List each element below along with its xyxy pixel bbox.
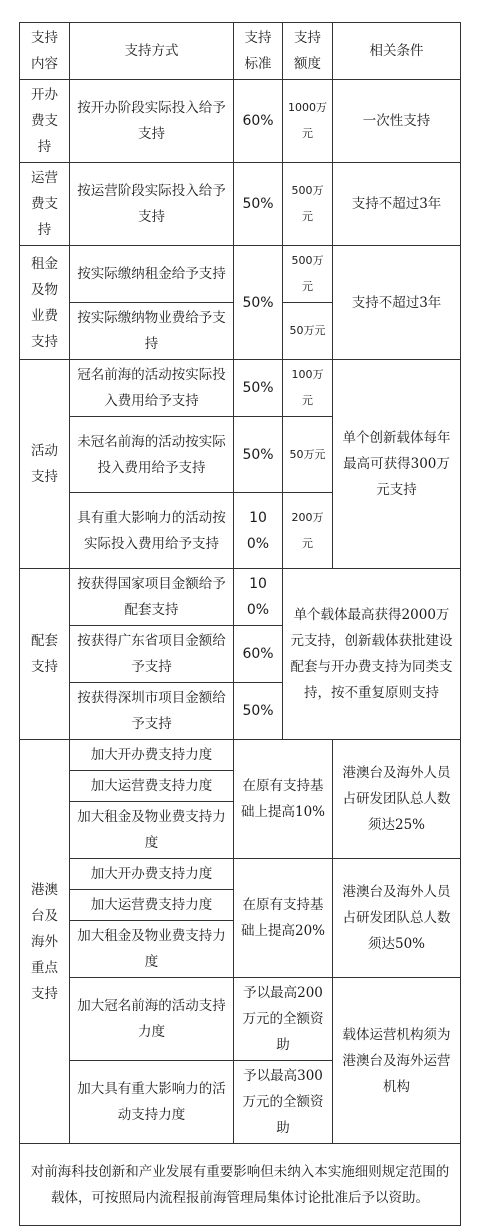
hk-item-1: 加大开办费支持力度 [70, 740, 234, 771]
header-row [20, 23, 461, 80]
hk-content: 港澳台及海外重点支持 [20, 740, 70, 1144]
activity-standard-2: 50% [234, 417, 283, 493]
operation-standard: 50% [234, 163, 283, 246]
header-content: 支持内容 [20, 23, 70, 80]
header-method: 支持方式 [70, 23, 234, 80]
startup-method: 按开办阶段实际投入给予支持 [70, 80, 234, 163]
activity-method-1: 冠名前海的活动按实际投入费用给予支持 [70, 360, 234, 417]
matching-standard-1: 100% [234, 569, 283, 626]
hk-standard-a: 在原有支持基础上提高10% [234, 740, 333, 859]
rent-method-2: 按实际缴纳物业费给予支持 [70, 303, 234, 360]
activity-content: 活动支持 [20, 360, 70, 569]
activity-standard-1: 50% [234, 360, 283, 417]
activity-method-2: 未冠名前海的活动按实际投入费用给予支持 [70, 417, 234, 493]
hk-item-4: 加大开办费支持力度 [70, 859, 234, 890]
rent-method-1: 按实际缴纳租金给予支持 [70, 246, 234, 303]
startup-content: 开办费支持 [20, 80, 70, 163]
activity-amount-2: 50万元 [283, 417, 333, 493]
matching-method-2: 按获得广东省项目金额给予支持 [70, 626, 234, 683]
rent-standard: 50% [234, 246, 283, 360]
activity-standard-3: 100% [234, 493, 283, 569]
rent-row-1 [20, 246, 461, 303]
hk-item-7: 加大冠名前海的活动支持力度 [70, 978, 234, 1061]
hk-conditions-c: 载体运营机构须为港澳台及海外运营机构 [333, 978, 461, 1144]
hk-item-8: 加大具有重大影响力的活动支持力度 [70, 1061, 234, 1144]
hk-row-4 [20, 859, 461, 890]
hk-item-3: 加大租金及物业费支持力度 [70, 802, 234, 859]
header-standard: 支持标准 [234, 23, 283, 80]
footer-row [20, 1144, 461, 1226]
hk-item-2: 加大运营费支持力度 [70, 771, 234, 802]
operation-conditions: 支持不超过3年 [333, 163, 461, 246]
hk-row-7 [20, 978, 461, 1061]
matching-standard-2: 60% [234, 626, 283, 683]
hk-item-6: 加大租金及物业费支持力度 [70, 921, 234, 978]
matching-method-3: 按获得深圳市项目金额给予支持 [70, 683, 234, 740]
matching-row-1 [20, 569, 461, 626]
hk-item-5: 加大运营费支持力度 [70, 890, 234, 921]
support-policy-table [19, 22, 461, 1226]
hk-standard-b: 在原有支持基础上提高20% [234, 859, 333, 978]
rent-conditions: 支持不超过3年 [333, 246, 461, 360]
hk-amount-7: 予以最高200万元的全额资助 [234, 978, 333, 1061]
rent-amount-2: 50万元 [283, 303, 333, 360]
startup-amount: 1000万元 [283, 80, 333, 163]
startup-row [20, 80, 461, 163]
activity-method-3: 具有重大影响力的活动按实际投入费用给予支持 [70, 493, 234, 569]
activity-amount-1: 100万元 [283, 360, 333, 417]
activity-conditions: 单个创新载体每年最高可获得300万元支持 [333, 360, 461, 569]
operation-content: 运营费支持 [20, 163, 70, 246]
activity-row-1 [20, 360, 461, 417]
rent-amount-1: 500万元 [283, 246, 333, 303]
header-conditions: 相关条件 [333, 23, 461, 80]
startup-standard: 60% [234, 80, 283, 163]
matching-standard-3: 50% [234, 683, 283, 740]
operation-amount: 500万元 [283, 163, 333, 246]
hk-conditions-a: 港澳台及海外人员占研发团队总人数须达25% [333, 740, 461, 859]
hk-amount-8: 予以最高300万元的全额资助 [234, 1061, 333, 1144]
operation-method: 按运营阶段实际投入给予支持 [70, 163, 234, 246]
header-amount: 支持额度 [283, 23, 333, 80]
footer-note: 对前海科技创新和产业发展有重要影响但未纳入本实施细则规定范围的载体，可按照局内流程报前海管理局集体讨论批准后予以资助。 [20, 1144, 461, 1226]
hk-row-1 [20, 740, 461, 771]
operation-row [20, 163, 461, 246]
startup-conditions: 一次性支持 [333, 80, 461, 163]
rent-content: 租金及物业费支持 [20, 246, 70, 360]
matching-content: 配套支持 [20, 569, 70, 740]
matching-conditions: 单个载体最高获得2000万元支持，创新载体获批建设配套与开办费支持为同类支持，按不重复原则支持 [283, 569, 461, 740]
matching-method-1: 按获得国家项目金额给予配套支持 [70, 569, 234, 626]
hk-conditions-b: 港澳台及海外人员占研发团队总人数须达50% [333, 859, 461, 978]
activity-amount-3: 200万元 [283, 493, 333, 569]
